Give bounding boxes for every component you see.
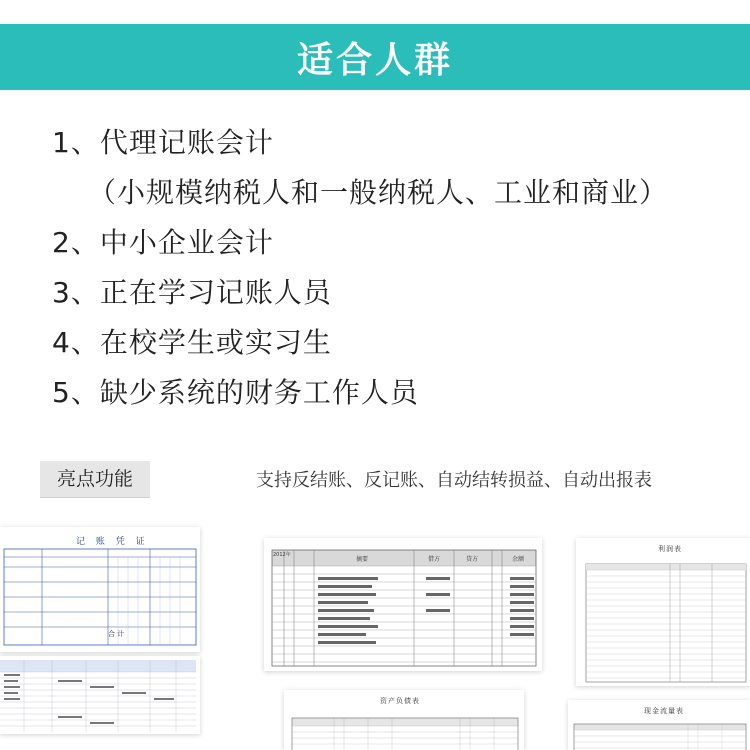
feature-description: 支持反结账、反记账、自动结转损益、自动出报表 <box>256 470 652 491</box>
ledger-grid <box>264 538 542 671</box>
trial-balance-thumbnail <box>0 656 200 734</box>
audience-item: 4、在校学生或实习生 <box>52 326 332 359</box>
audience-item: 5、缺少系统的财务工作人员 <box>52 376 419 409</box>
trial-balance-grid <box>0 656 200 734</box>
audience-item-note: （小规模纳税人和一般纳税人、工业和商业） <box>88 176 669 209</box>
ledger-balance-header: 余额 <box>512 556 525 563</box>
balance-sheet-title: 资产负债表 <box>380 697 420 705</box>
page-title: 适合人群 <box>296 39 453 81</box>
ledger-year-header: 2012年 <box>273 552 291 558</box>
voucher-grid <box>0 527 200 652</box>
voucher-title: 记 账 凭 证 <box>76 537 149 547</box>
ledger-debit-header: 借方 <box>428 556 441 563</box>
audience-item: 2、中小企业会计 <box>52 226 274 259</box>
audience-item: 3、正在学习记账人员 <box>52 276 332 309</box>
audience-list <box>52 118 668 418</box>
audience-item: 1、代理记账会计 <box>52 126 274 159</box>
ledger-thumbnail <box>264 538 542 671</box>
cash-flow-thumbnail <box>568 700 750 750</box>
cash-flow-grid <box>568 700 750 750</box>
voucher-total-label: 合 计 <box>108 630 125 638</box>
feature-tag: 亮点功能 <box>40 461 150 498</box>
ledger-summary-header: 摘要 <box>356 556 369 563</box>
balance-sheet-thumbnail <box>284 690 524 750</box>
profit-statement-title: 利润表 <box>658 545 682 553</box>
profit-statement-grid <box>576 538 750 686</box>
ledger-credit-header: 贷方 <box>466 556 479 563</box>
balance-sheet-grid <box>284 690 524 750</box>
cash-flow-title: 现金流量表 <box>644 707 684 715</box>
voucher-thumbnail <box>0 527 200 652</box>
profit-statement-thumbnail <box>576 538 750 686</box>
header-banner <box>0 24 750 90</box>
